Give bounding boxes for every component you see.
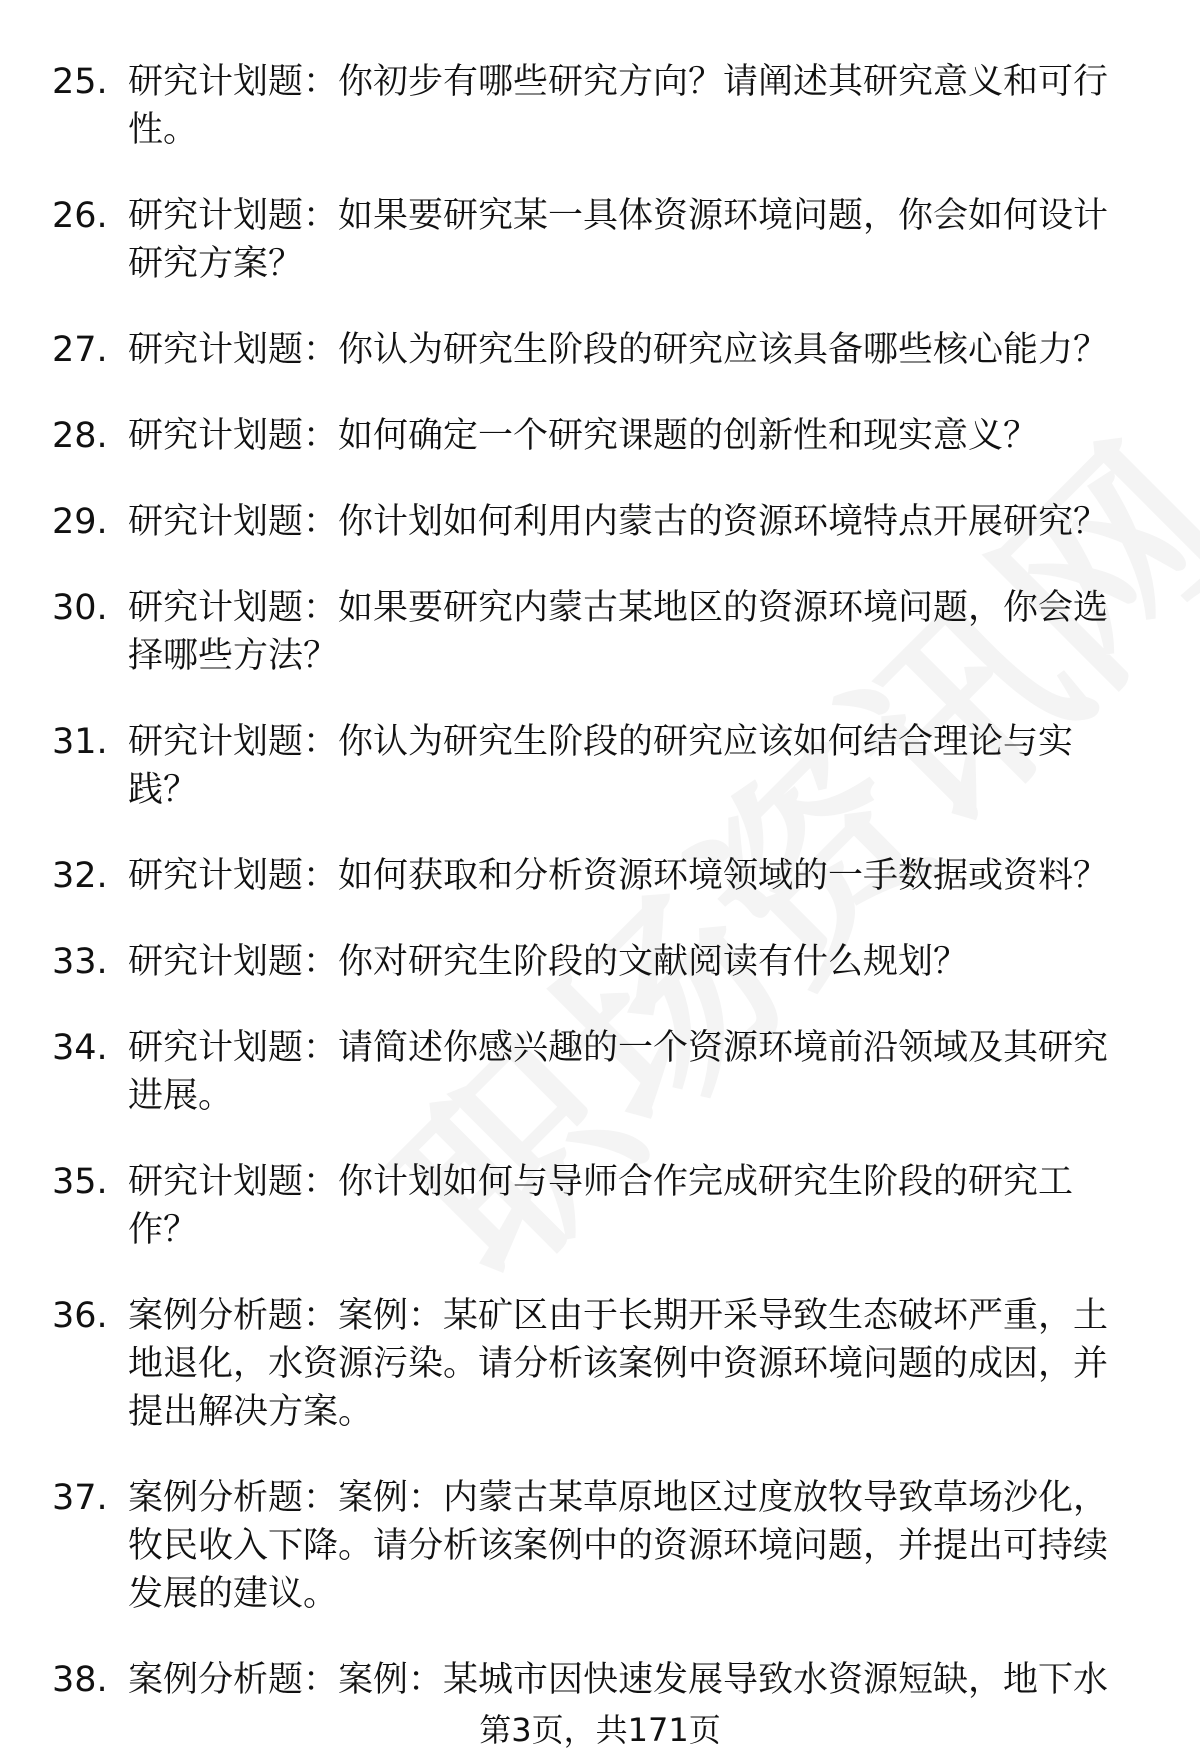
question-item (52, 584, 1142, 680)
question-item (52, 718, 1142, 814)
question-text: 研究计划题：如果要研究某一具体资源环境问题，你会如何设计研究方案？ (128, 196, 1109, 284)
question-text: 研究计划题：你计划如何利用内蒙古的资源环境特点开展研究？ (128, 502, 1109, 542)
question-item (52, 1656, 1142, 1704)
question-text: 研究计划题：你认为研究生阶段的研究应该具备哪些核心能力？ (128, 330, 1109, 370)
question-list (52, 58, 1142, 1742)
question-text: 案例分析题：案例：内蒙古某草原地区过度放牧导致草场沙化，牧民收入下降。请分析该案例中的资源环境问题，并提出可持续发展的建议。 (128, 1478, 1109, 1614)
question-text: 研究计划题：你认为研究生阶段的研究应该如何结合理论与实践？ (128, 722, 1074, 810)
question-text: 研究计划题：你对研究生阶段的文献阅读有什么规划？ (128, 942, 969, 982)
question-item (52, 1292, 1142, 1436)
question-text: 研究计划题：请简述你感兴趣的一个资源环境前沿领域及其研究进展。 (128, 1028, 1109, 1116)
question-text: 案例分析题：案例：某城市因快速发展导致水资源短缺，地下水 (128, 1660, 1109, 1700)
question-text: 研究计划题：如何确定一个研究课题的创新性和现实意义？ (128, 416, 1039, 456)
question-number: 28. (52, 416, 108, 456)
question-item (52, 412, 1142, 460)
question-item (52, 326, 1142, 374)
question-number: 32. (52, 856, 108, 896)
question-item (52, 938, 1142, 986)
question-item (52, 852, 1142, 900)
question-number: 27. (52, 330, 108, 370)
question-text: 研究计划题：如何获取和分析资源环境领域的一手数据或资料？ (128, 856, 1109, 896)
question-number: 30. (52, 588, 108, 628)
question-number: 26. (52, 196, 108, 236)
page-footer: 第3页，共171页 (479, 1711, 721, 1749)
question-number: 34. (52, 1028, 108, 1068)
question-item (52, 498, 1142, 546)
question-number: 31. (52, 722, 108, 762)
question-number: 37. (52, 1478, 108, 1518)
question-number: 25. (52, 62, 108, 102)
question-number: 36. (52, 1296, 108, 1336)
question-number: 33. (52, 942, 108, 982)
question-item (52, 1024, 1142, 1120)
question-number: 38. (52, 1660, 108, 1700)
question-text: 研究计划题：你初步有哪些研究方向？请阐述其研究意义和可行性。 (128, 62, 1109, 150)
question-item (52, 192, 1142, 288)
question-number: 29. (52, 502, 108, 542)
question-text: 研究计划题：如果要研究内蒙古某地区的资源环境问题，你会选择哪些方法？ (128, 588, 1109, 676)
question-number: 35. (52, 1162, 108, 1202)
question-item (52, 1158, 1142, 1254)
question-item (52, 1474, 1142, 1618)
question-item (52, 58, 1142, 154)
question-text: 案例分析题：案例：某矿区由于长期开采导致生态破坏严重，土地退化，水资源污染。请分析该案例中资源环境问题的成因，并提出解决方案。 (128, 1296, 1109, 1432)
question-text: 研究计划题：你计划如何与导师合作完成研究生阶段的研究工作？ (128, 1162, 1074, 1250)
